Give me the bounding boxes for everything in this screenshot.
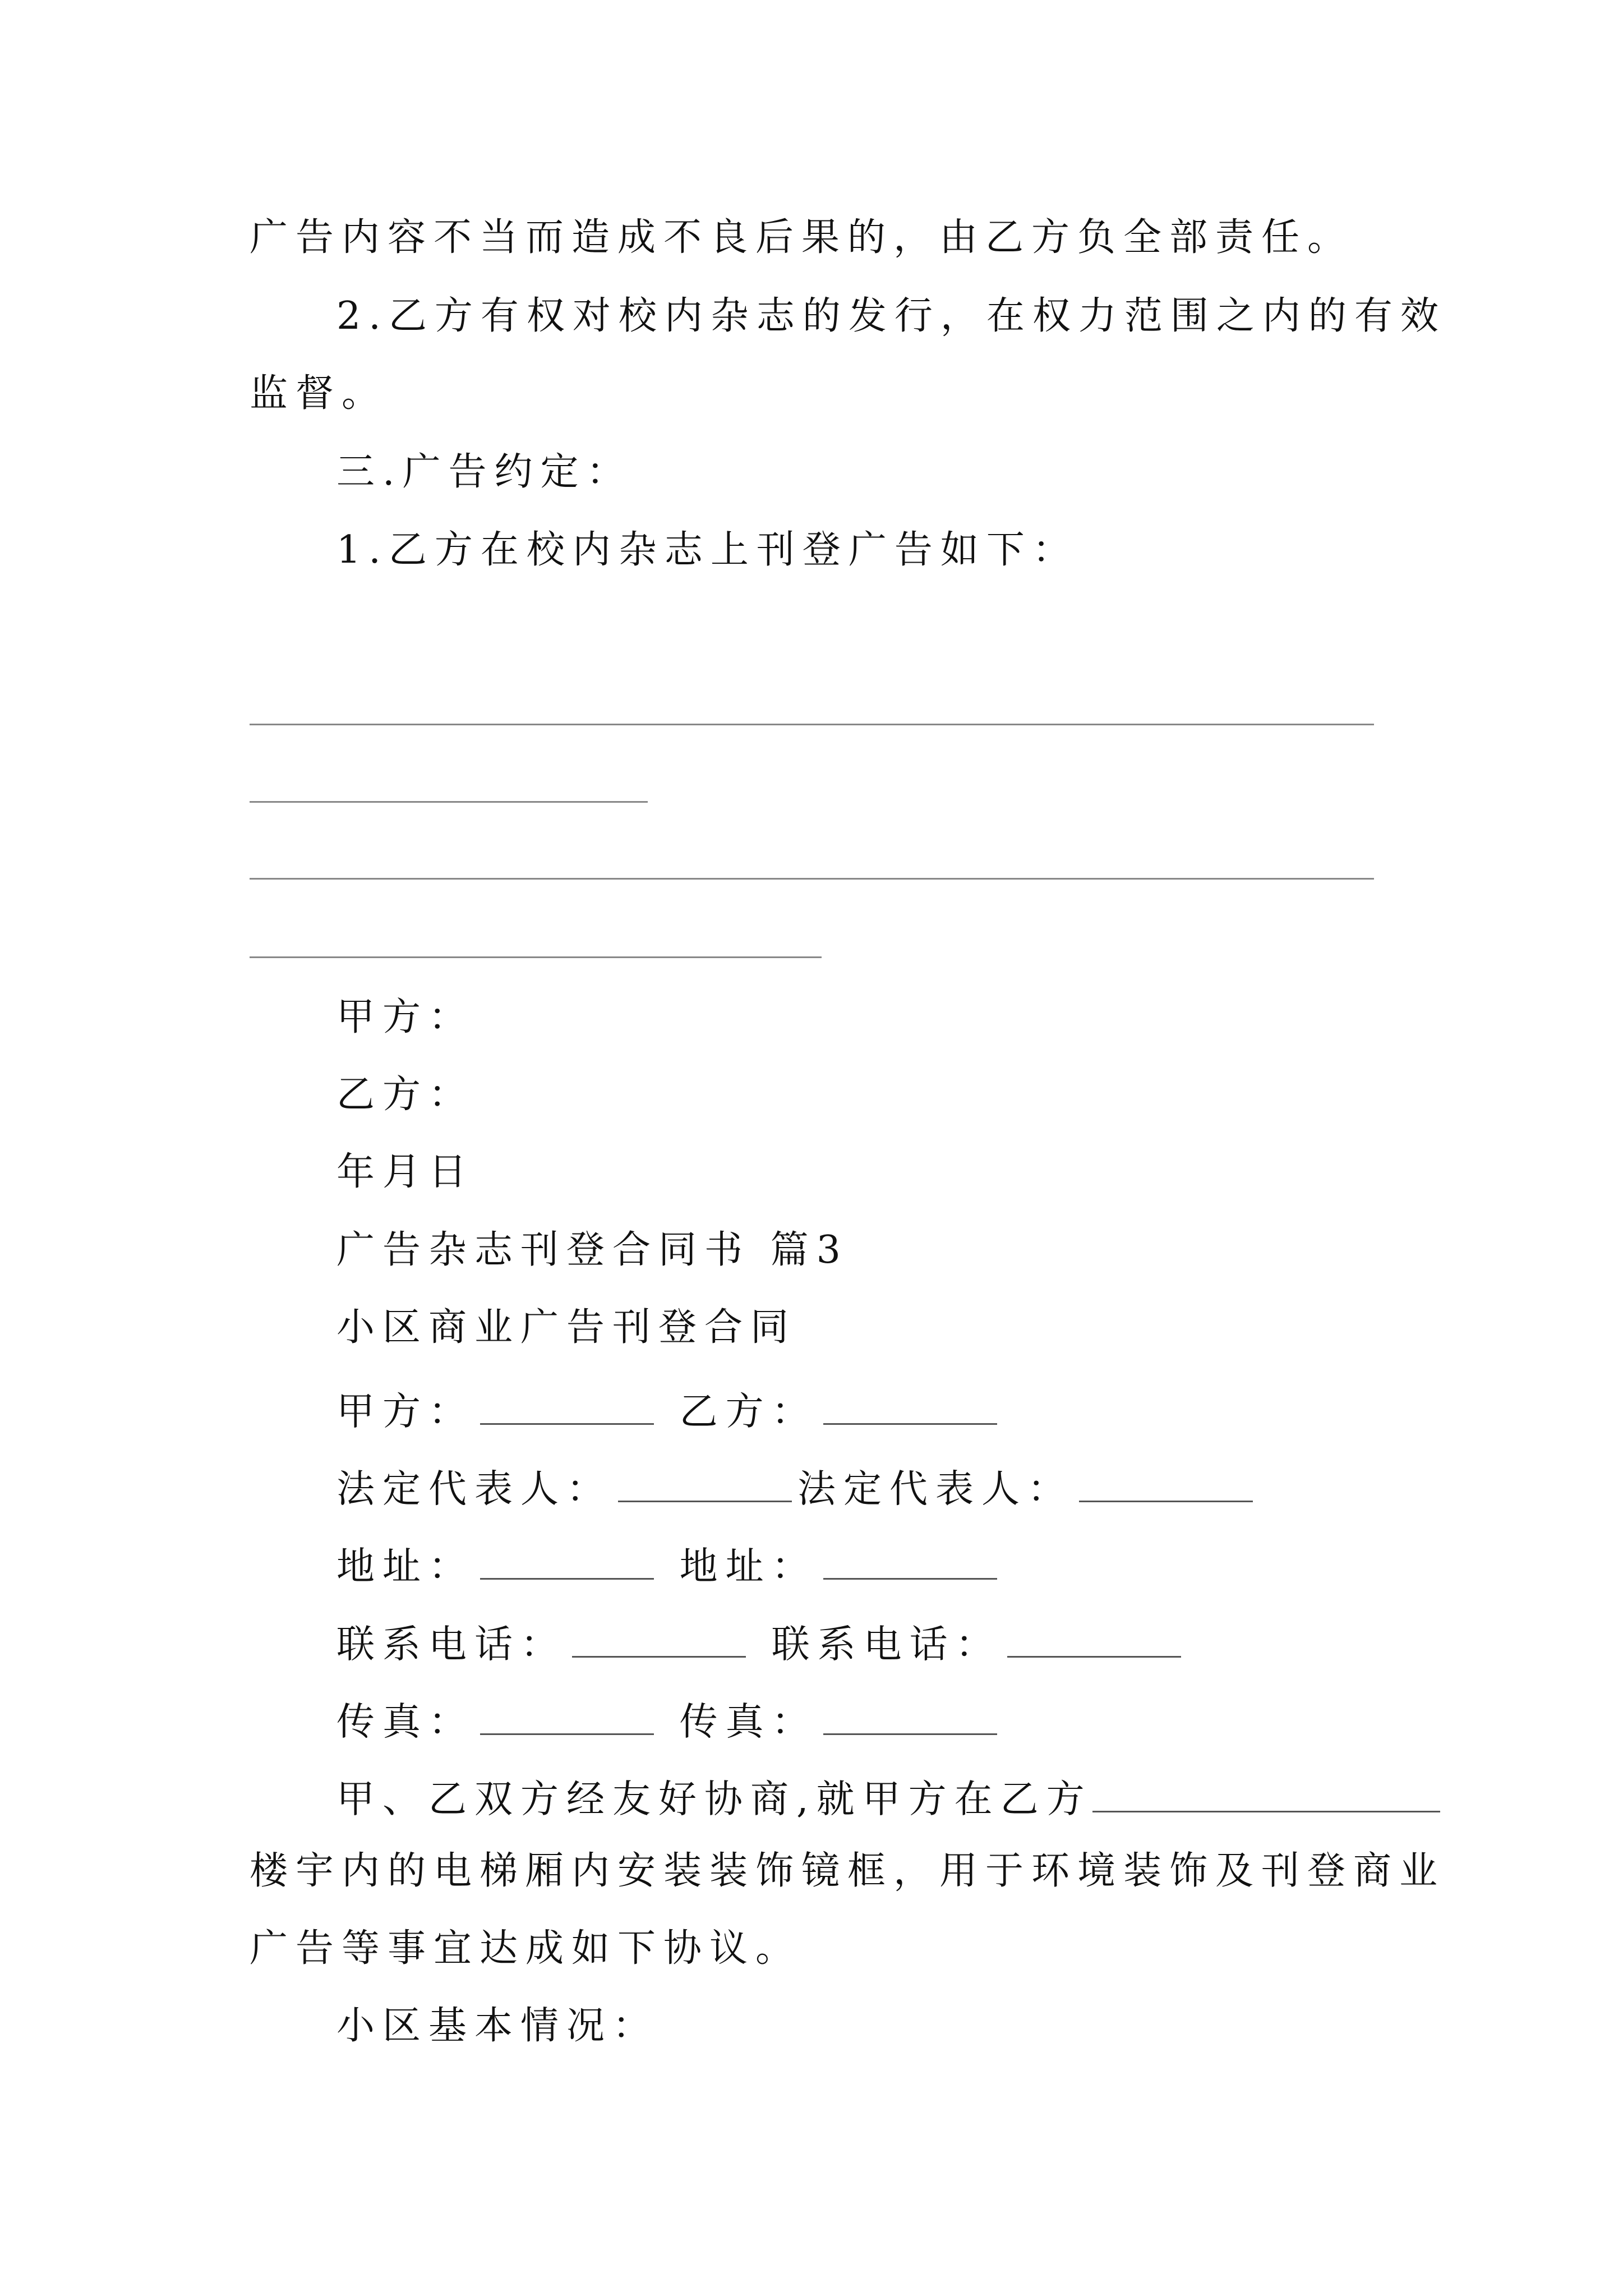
paragraph-line: 2.乙方有权对校内杂志的发行，在权力范围之内的有效 (336, 294, 1446, 338)
paragraph-line: 1.乙方在校内杂志上刊登广告如下： (336, 528, 1078, 572)
form-row-party (336, 1387, 1003, 1432)
phone-a-label: 联系电话： (336, 1622, 567, 1667)
address-b-blank (823, 1542, 997, 1580)
contract-title: 小区商业广告刊登合同 (336, 1305, 797, 1350)
agreement-intro: 甲、乙双方经友好协商,就甲方在乙方 (336, 1777, 1092, 1822)
form-row-phone (336, 1619, 1187, 1667)
party-a-label: 甲方： (336, 1389, 475, 1434)
address-a-label: 地址： (336, 1544, 475, 1589)
party-a-blank (480, 1387, 654, 1425)
address-b-label: 地址： (679, 1544, 818, 1589)
section-title: 广告杂志刊登合同书 篇3 (336, 1228, 849, 1272)
legal-rep-b-label: 法定代表人： (797, 1467, 1074, 1512)
fax-a-blank (480, 1697, 654, 1735)
form-row-legal-rep (336, 1464, 1258, 1512)
fill-in-rule (250, 801, 648, 803)
phone-a-blank (572, 1619, 746, 1658)
party-b-label: 乙方： (679, 1389, 818, 1434)
legal-rep-a-blank (618, 1464, 792, 1502)
form-row-address (336, 1542, 1003, 1589)
paragraph-line: 监督。 (250, 371, 388, 416)
paragraph-line: 广告内容不当而造成不良后果的，由乙方负全部责任。 (250, 215, 1354, 260)
fill-in-rule (250, 878, 1374, 880)
fill-in-rule (250, 724, 1374, 725)
legal-rep-a-label: 法定代表人： (336, 1467, 613, 1512)
party-b-blank (823, 1387, 997, 1425)
agreement-line: 楼宇内的电梯厢内安装装饰镜框，用于环境装饰及刊登商业 (250, 1849, 1446, 1893)
phone-b-label: 联系电话： (771, 1622, 1002, 1667)
fill-in-rule (250, 956, 822, 958)
legal-rep-b-blank (1079, 1464, 1253, 1502)
fax-a-label: 传真： (336, 1700, 475, 1745)
signature-date: 年月日 (336, 1150, 475, 1194)
building-name-blank (1092, 1774, 1440, 1812)
fax-b-blank (823, 1697, 997, 1735)
agreement-line (336, 1774, 1446, 1822)
form-row-fax (336, 1697, 1003, 1745)
section-heading: 小区基本情况： (336, 2004, 659, 2048)
fax-b-label: 传真： (679, 1700, 818, 1745)
phone-b-blank (1007, 1619, 1181, 1658)
section-heading: 三.广告约定： (336, 450, 633, 494)
signature-party-a: 甲方： (336, 995, 475, 1039)
agreement-line: 广告等事宜达成如下协议。 (250, 1926, 802, 1971)
signature-party-b: 乙方： (336, 1073, 475, 1117)
address-a-blank (480, 1542, 654, 1580)
